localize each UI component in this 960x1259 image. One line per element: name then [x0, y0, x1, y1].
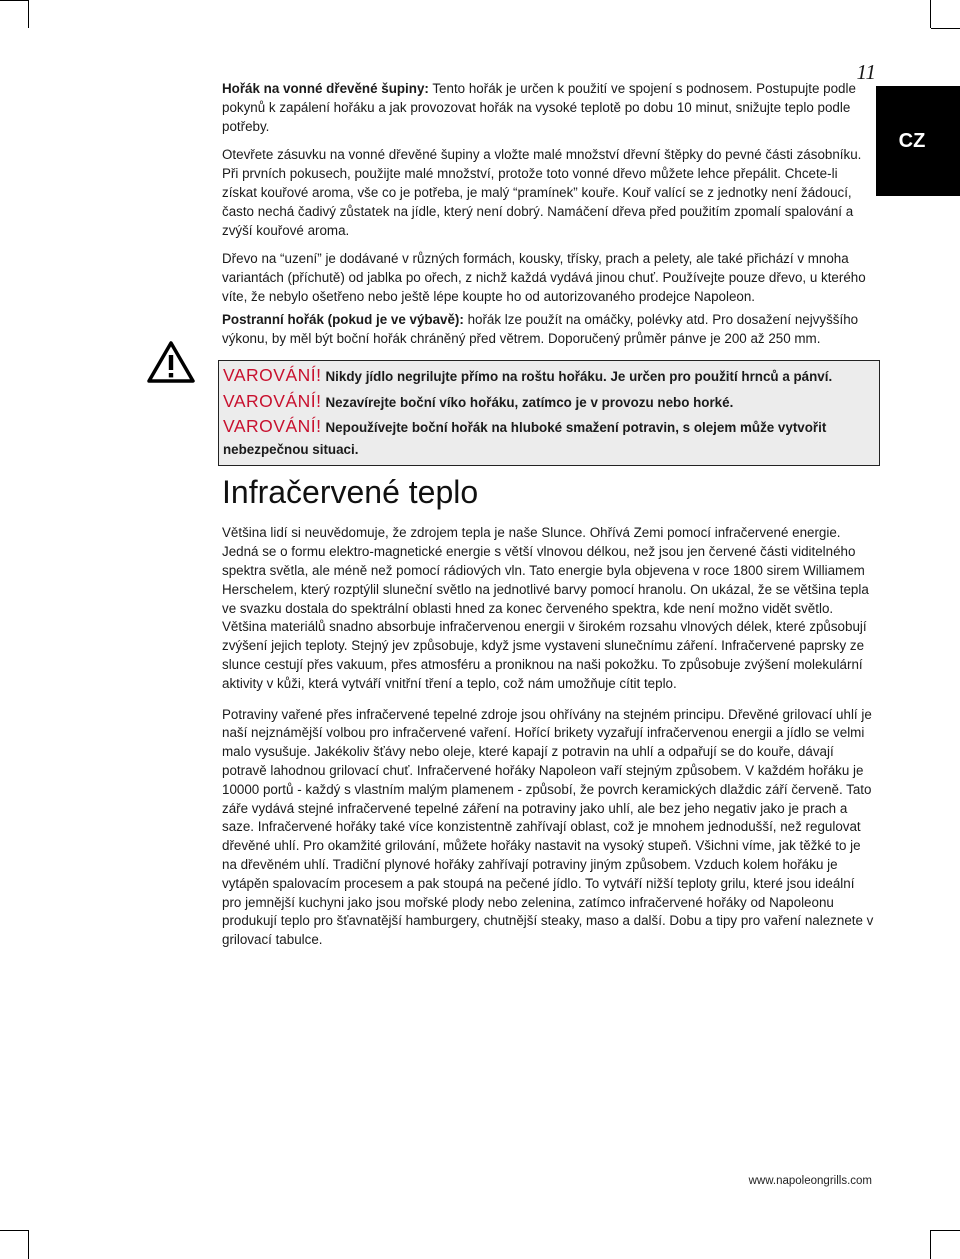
warning-text: Nikdy jídlo negrilujte přímo na roštu hořáku. Je určen pro použití hrnců a pánví.: [325, 369, 833, 385]
side-burner-text: hořák lze použít na omáčky, polévky atd. Pro dosažení nejvyššího výkonu, by měl být boční hořák chráněný před větrem. Doporučený průměr pánve je 200 až 250 mm.: [222, 311, 859, 346]
crop-mark: [931, 28, 960, 29]
smoker-burner-title: Hořák na vonné dřevěné šupiny:: [222, 81, 429, 96]
warning-label: VAROVÁNÍ!: [223, 391, 322, 412]
warning-text: Nepoužívejte boční hořák na hluboké smažení potravin, s olejem může vytvořit nebezpečnou situaci.: [223, 420, 827, 458]
smoker-instructions: Otevřete zásuvku na vonné dřevěné šupiny a vložte malé množství dřevní štěpky do pevné části zásobníku. Při prvních pokusech, použijte malé množství, protože toto vonné dřevo můžete lehce přepálit. Chcete-li získat kouřové aroma, vše co je potřeba, je malý “pramínek” kouře. Kouř valící se z jednotky není žádoucí, často nechá čadivý zůstatek na jídle, který není dobrý. Namáčení dřeva před použitím zpomalí spalování a zvýší kouřové aroma.: [222, 147, 862, 238]
section-heading: Infračervené teplo: [222, 474, 479, 511]
smoker-burner-intro: [222, 80, 874, 136]
smoker-burner-intro-text: Tento hořák je určen k použití ve spojení s podnosem. Postupujte podle pokynů k zapálení hořáku a jak provozovat hořák na vysoké teplotě po dobu 10 minut, snižujte teplo podle potřeby.: [222, 81, 856, 134]
language-tab-label: CZ: [898, 129, 926, 152]
crop-mark: [0, 0, 28, 1]
warning-label: VAROVÁNÍ!: [223, 365, 322, 386]
side-burner-title: Postranní hořák (pokud je ve výbavě):: [222, 311, 464, 327]
side-burner-info: [222, 311, 874, 349]
crop-mark: [930, 1230, 931, 1259]
warning-label: VAROVÁNÍ!: [223, 416, 322, 437]
language-tab: [876, 86, 960, 196]
warning-box: [218, 360, 880, 466]
page-content: [222, 80, 874, 960]
infrared-paragraph: Potraviny vařené přes infračervené tepelné zdroje jsou ohřívány na stejném principu. Dřevěné grilovací uhlí je naší nejznámější volbou pro infračervené vaření. Hořící brikety vyzařují infračervenou energii a jídlo se velmi malo vysušuje. Jakékoliv šťávy nebo oleje, které kapají z potravin na uhlí a odpařují se do kouře, dávají potravě lahodnou grilovací chuť. Infračervené hořáky Napoleon vaří stejným způsobem. V každém hořáku je 10000 portů - každý s vlastním malým plamenem - způsobí, že povrch keramických dlaždic září červeně. Tato záře vydává stejné infračervené tepelné záření na potraviny jako uhlí, ale bez jeho negativ jako je prach a saze. Infračervené hořáky také více konzistentně zahřívají oblast, což je mnohem jednodušší, než regulovat dřevěné uhlí. Pro okamžité grilování, můžete hořáky nastavit na vysoký stupeň. Všichni víme, jak těžké to je na dřevěném uhlí. Tradiční plynové hořáky zahřívají potraviny jiným způsobem. Vzduch kolem hořáku je vytápěn spalovacím procesem a pak stoupá na pečené jídlo. To vytváří nižší teploty grilu, které jsou ideální pro jemnější kuchyni jako jsou mořské plody nebo zelenina, zatímco infračervené hořáky od Napoleonu produkují teplo pro šťavnatější hamburgery, chutnější steaky, maso a další. Dobu a tipy pro vaření naleznete v grilovací tabulce.: [222, 706, 874, 948]
page-number: 11: [856, 60, 876, 84]
crop-mark: [28, 1230, 29, 1259]
footer-url: www.napoleongrills.com: [748, 1175, 872, 1187]
crop-mark: [930, 0, 931, 28]
crop-mark: [931, 1230, 960, 1231]
warning-text: Nezavírejte boční víko hořáku, zatímco je v provozu nebo horké.: [325, 395, 734, 411]
crop-mark: [0, 1230, 28, 1231]
warning-triangle-icon: [146, 340, 196, 384]
crop-mark: [28, 0, 29, 28]
infrared-paragraph: Většina lidí si neuvědomuje, že zdrojem tepla je naše Slunce. Ohřívá Zemi pomocí infračervené energie. Jedná se o formu elektro-magnetické energie s větší vlnovou délkou, než jsou jen červené části viditelného spektra světla, ale méně než pomocí rádiových vln. Tato energie byla objevena v roce 1800 sirem Williamem Herschelem, který rozptýlil sluneční světlo na jednotlivé barvy pomocí hranolu. On ukázal, že se většina tepla ve svazku dostala do spektrální oblasti hned za konec červeného spektra, kde není možno vidět světlo. Většina materiálů snadno absorbuje infračervenou energii v širokém rozsahu vlnových délek, které způsobují zvýšení jejich teploty. Stejný jev způsobuje, když jsme vystaveni slunečnímu záření. Infračervené paprsky ze slunce cestují přes vakuum, přes atmosféru a proniknou na naši pokožku. To způsobuje zvýšení molekulární aktivity v kůži, která vytváří vnitřní tření a teplo, což nám umožňuje cítit teplo.: [222, 525, 869, 691]
warning-item: [223, 389, 875, 415]
wood-chips-info: Dřevo na “uzení” je dodávané v různých formách, kousky, třísky, prach a pelety, ale také přichází v mnoha variantách (příchutě) od jablka po ořech, z nichž každá vydává jinou chuť. Používejte pouze dřevo, u kterého víte, že nebylo ošetřeno nebo ještě lépe koupte ho od autorizovaného prodejce Napoleon.: [222, 251, 866, 304]
warning-item: [223, 363, 875, 389]
warning-item: [223, 415, 875, 461]
